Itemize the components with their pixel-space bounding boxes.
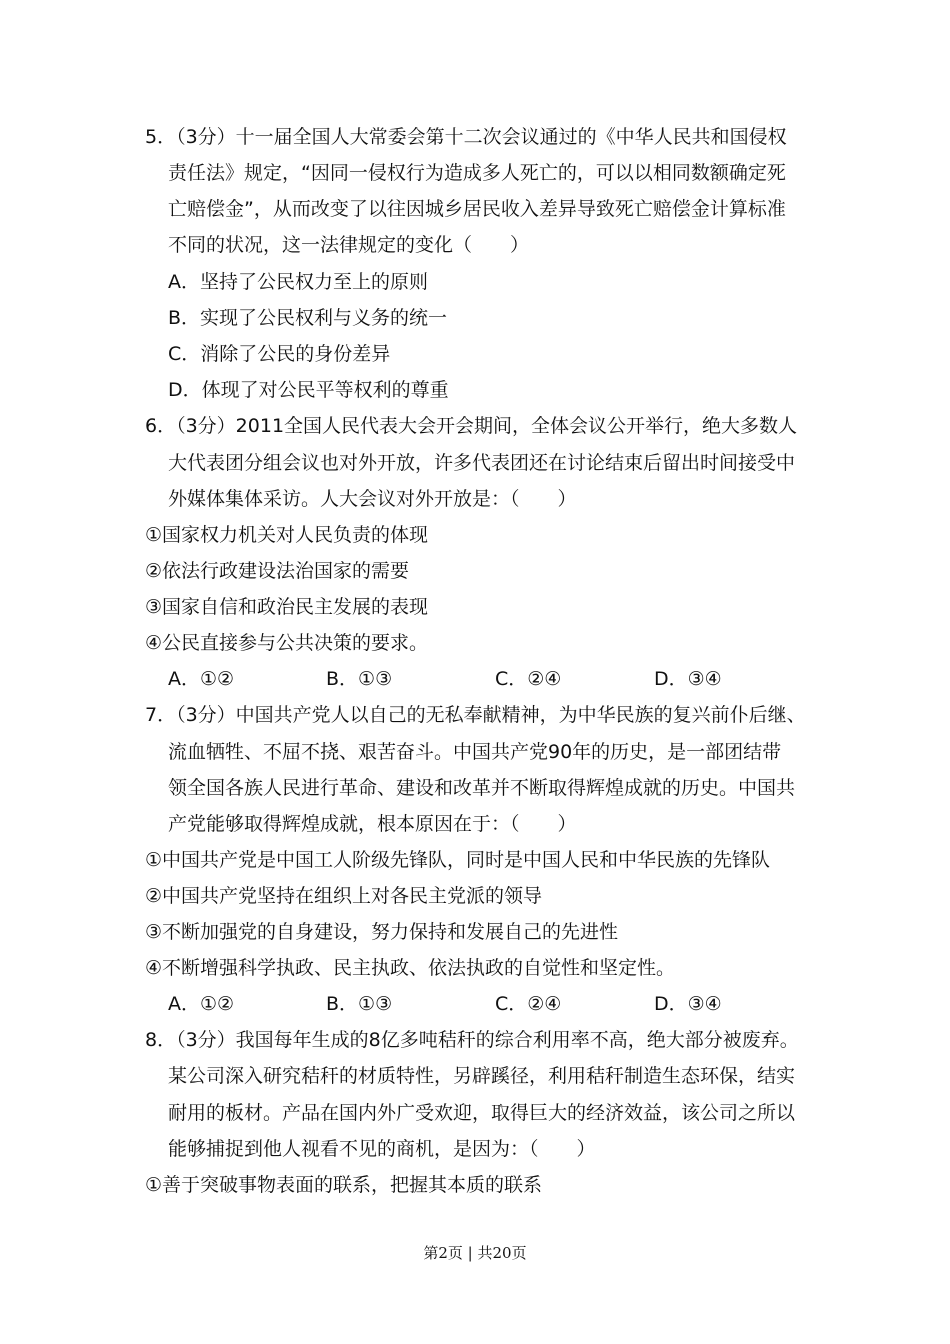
question-6-statement-1: ①国家权力机关对人民负责的体现 bbox=[145, 524, 429, 546]
question-7-option-c: C．②④ bbox=[495, 993, 562, 1015]
question-6-option-d: D．③④ bbox=[654, 668, 722, 690]
question-7-stem-line-1: 7．（3分）中国共产党人以自己的无私奉献精神，为中华民族的复兴前仆后继、 bbox=[145, 704, 806, 726]
question-5-stem-line-3: 亡赔偿金”，从而改变了以往因城乡居民收入差异导致死亡赔偿金计算标准 bbox=[168, 198, 786, 220]
question-7-option-b: B．①③ bbox=[326, 993, 393, 1015]
question-7-stem-line-4: 产党能够取得辉煌成就，根本原因在于：（ ） bbox=[168, 813, 577, 835]
question-7-option-a: A．①② bbox=[168, 993, 235, 1015]
question-7-stem-line-2: 流血牺牲、不屈不挠、艰苦奋斗。中国共产党90年的历史，是一部团结带 bbox=[168, 741, 782, 763]
question-6-option-b: B．①③ bbox=[326, 668, 393, 690]
question-6-stem-line-2: 大代表团分组会议也对外开放，许多代表团还在讨论结束后留出时间接受中 bbox=[168, 452, 796, 474]
question-5-stem-line-2: 责任法》规定，“因同一侵权行为造成多人死亡的，可以以相同数额确定死 bbox=[168, 162, 786, 184]
question-6-statement-2: ②依法行政建设法治国家的需要 bbox=[145, 560, 410, 582]
question-5-stem-line-1: 5．（3分）十一届全国人大常委会第十二次会议通过的《中华人民共和国侵权 bbox=[145, 126, 787, 148]
question-7-statement-4: ④不断增强科学执政、民主执政、依法执政的自觉性和坚定性。 bbox=[145, 957, 676, 979]
question-8-stem-line-1: 8．（3分）我国每年生成的8亿多吨秸秆的综合利用率不高，绝大部分被废弃。 bbox=[145, 1029, 799, 1051]
question-8-stem-line-4: 能够捕捉到他人视看不见的商机，是因为：（ ） bbox=[168, 1138, 596, 1160]
question-7-statement-3: ③不断加强党的自身建设，努力保持和发展自己的先进性 bbox=[145, 921, 619, 943]
question-6-statement-4: ④公民直接参与公共决策的要求。 bbox=[145, 632, 429, 654]
question-8-stem-line-2: 某公司深入研究秸秆的材质特性，另辟蹊径，利用秸秆制造生态环保，结实 bbox=[168, 1065, 796, 1087]
question-5-option-b: B．实现了公民权利与义务的统一 bbox=[168, 307, 448, 329]
question-5-stem-line-4: 不同的状况，这一法律规定的变化（ ） bbox=[168, 234, 530, 256]
question-8-stem-line-3: 耐用的板材。产品在国内外广受欢迎，取得巨大的经济效益，该公司之所以 bbox=[168, 1102, 796, 1124]
question-6-statement-3: ③国家自信和政治民主发展的表现 bbox=[145, 596, 429, 618]
question-6-stem-line-3: 外媒体集体采访。人大会议对外开放是：（ ） bbox=[168, 488, 577, 510]
question-7-stem-line-3: 领全国各族人民进行革命、建设和改革并不断取得辉煌成就的历史。中国共 bbox=[168, 777, 796, 799]
question-7-statement-1: ①中国共产党是中国工人阶级先锋队，同时是中国人民和中华民族的先锋队 bbox=[145, 849, 771, 871]
question-6-stem-line-1: 6．（3分）2011全国人民代表大会开会期间，全体会议公开举行，绝大多数人 bbox=[145, 415, 798, 437]
question-6-option-a: A．①② bbox=[168, 668, 235, 690]
question-7-option-d: D．③④ bbox=[654, 993, 722, 1015]
question-8-statement-1: ①善于突破事物表面的联系，把握其本质的联系 bbox=[145, 1174, 543, 1196]
page-footer: 第2页 | 共20页 bbox=[423, 1244, 527, 1262]
question-6-option-c: C．②④ bbox=[495, 668, 562, 690]
question-5-option-a: A．坚持了公民权力至上的原则 bbox=[168, 271, 428, 293]
question-5-option-d: D．体现了对公民平等权利的尊重 bbox=[168, 379, 449, 401]
question-7-statement-2: ②中国共产党坚持在组织上对各民主党派的领导 bbox=[145, 885, 543, 907]
question-5-option-c: C．消除了公民的身份差异 bbox=[168, 343, 391, 365]
